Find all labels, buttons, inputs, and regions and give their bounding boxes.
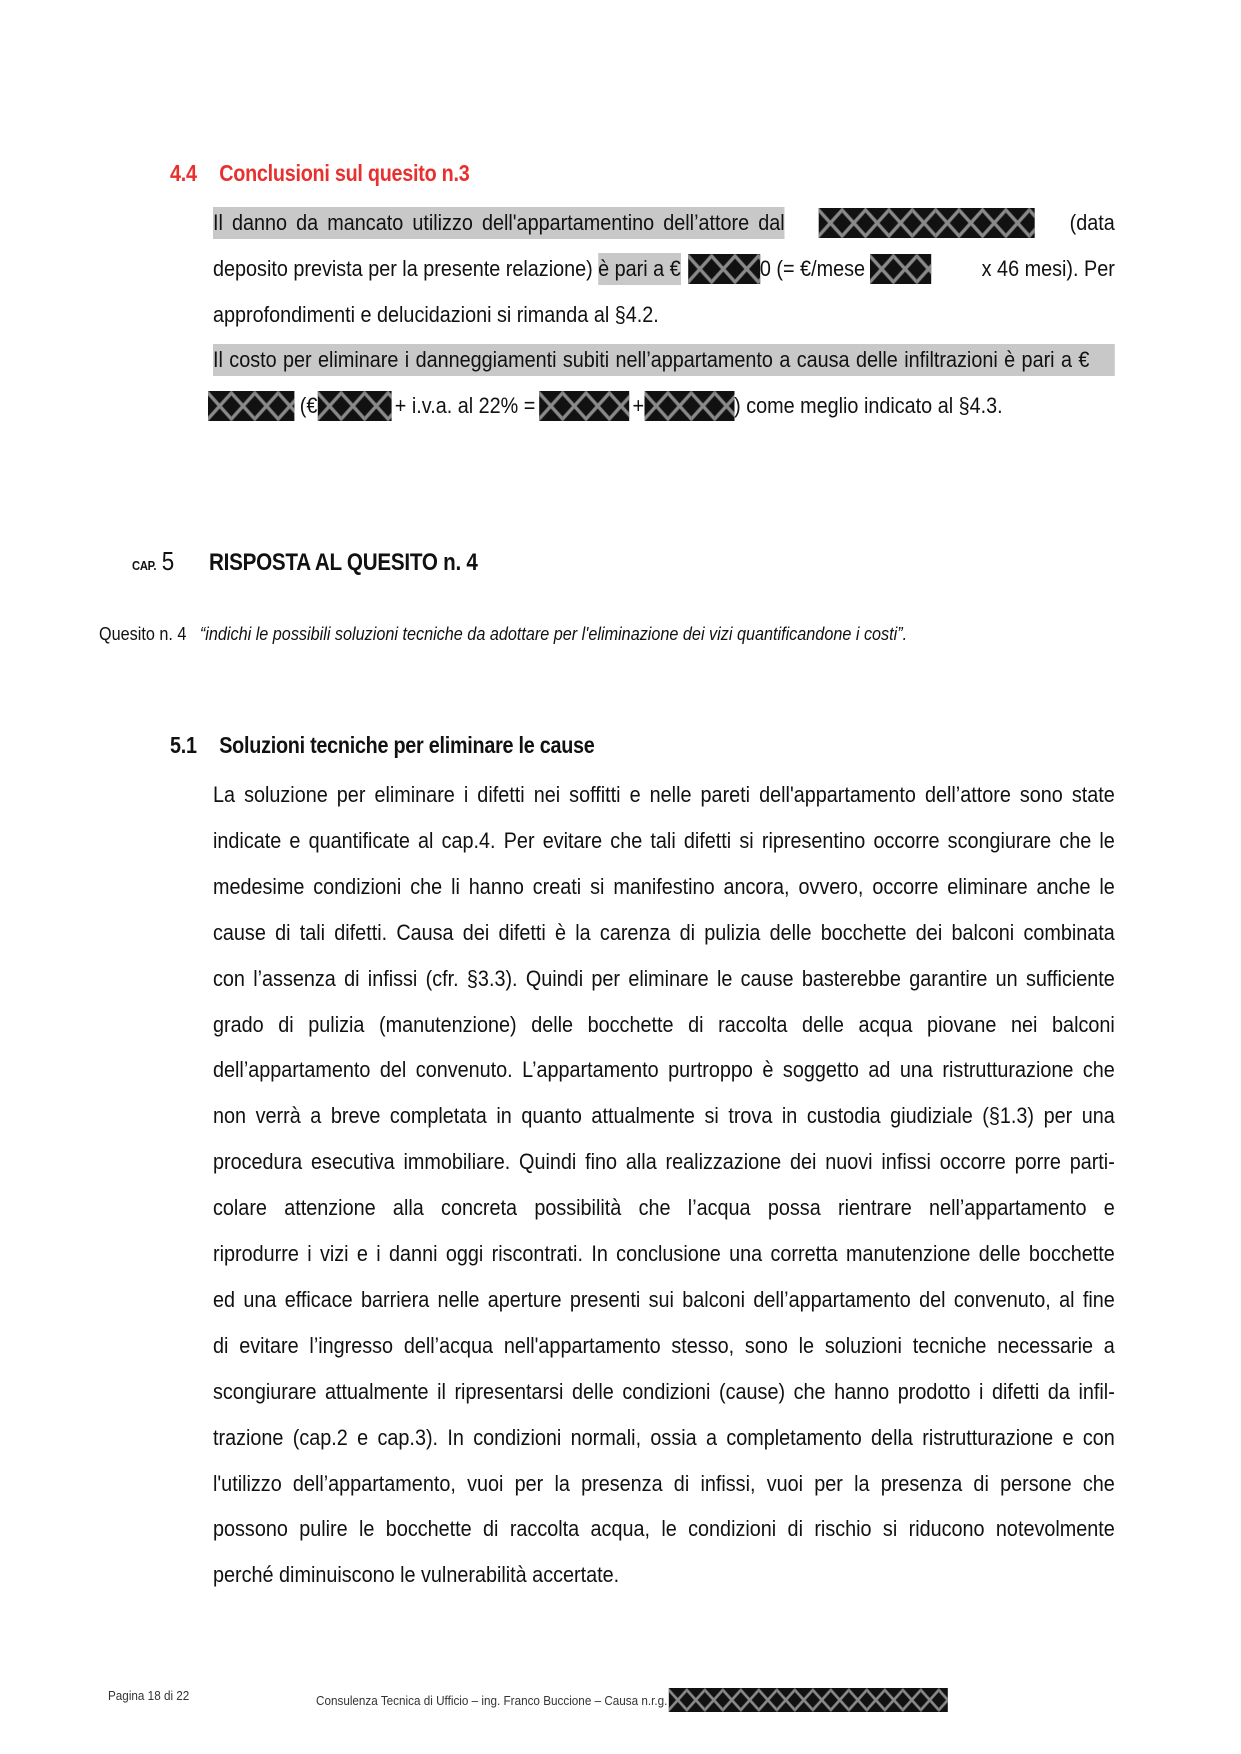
body-line [213, 1513, 1115, 1545]
chapter-5-heading [132, 546, 478, 577]
section-title: Soluzioni tecniche per eliminare le cause [219, 732, 595, 758]
body-line-text: scongiurare attualmente il ripresentarsi delle condizioni (cause) che hanno prodotto i difetti da infil- [213, 1378, 1115, 1404]
body-line-text: possono pulire le bocchette di raccolta acqua, le condizioni di rischio si riducono notevolmente [213, 1516, 1115, 1542]
body-line [213, 1009, 1115, 1041]
section-number: 5.1 [170, 732, 197, 758]
body-line [213, 1559, 1115, 1591]
body-line-text: trazione (cap.2 e cap.3). In condizioni normali, ossia a completamento della ristrutturazione e con [213, 1424, 1115, 1450]
quesito-text: “indichi le possibili soluzioni tecniche da adottare per l'eliminazione dei vizi quantificandone i costi”. [199, 624, 908, 644]
body-line-text: grado di pulizia (manutenzione) delle bocchette di raccolta delle acqua piovane nei balconi [213, 1011, 1115, 1037]
body-line-text: non verrà a breve completata in quanto attualmente si trova in custodia giudiziale (§1.3) per una [213, 1103, 1115, 1129]
quesito-line [99, 624, 907, 645]
body-line [213, 1054, 1115, 1086]
body-line [213, 963, 1115, 995]
body-line [213, 1146, 1115, 1178]
footer-page-number: Pagina 18 di 22 [108, 1688, 190, 1703]
section-5-1-heading [170, 732, 595, 759]
paragraph-4-4-line-4: Il costo per eliminare i danneggiamenti subiti nell’appartamento a causa delle infiltrazioni è pari a € [213, 344, 1115, 376]
body-line [213, 825, 1115, 857]
section-number: 4.4 [170, 160, 197, 186]
body-line-text: colare attenzione alla concreta possibilità che l’acqua possa rientrare nell’appartamento e [213, 1195, 1115, 1221]
body-line [213, 1192, 1115, 1224]
paragraph-4-4-line-1: Il danno da mancato utilizzo dell'appartamentino dell’attore dal (data [213, 207, 1115, 239]
redacted-net [317, 391, 391, 421]
body-line-text: l'utilizzo dell’appartamento, vuoi per la presenza di infissi, vuoi per la presenza di persone che [213, 1470, 1115, 1496]
section-title: Conclusioni sul quesito n.3 [219, 160, 470, 186]
body-line [213, 1468, 1115, 1500]
chapter-title: RISPOSTA AL QUESITO n. 4 [208, 549, 478, 576]
body-line-text: dell’appartamento del convenuto. L’appartamento purtroppo è soggetto ad una ristrutturazione che [213, 1057, 1115, 1083]
body-line [213, 1284, 1115, 1316]
redacted-amount [688, 254, 760, 284]
body-line-text: procedura esecutiva immobiliare. Quindi fino alla realizzazione dei nuovi infissi occorre porre parti- [213, 1149, 1115, 1175]
redacted-part-a [539, 391, 629, 421]
body-line-text: perché diminuiscono le vulnerabilità accertate. [213, 1562, 620, 1588]
section-4-4-heading [170, 160, 469, 187]
redacted-total [208, 391, 294, 421]
body-line [213, 1100, 1115, 1132]
body-line [213, 1422, 1115, 1454]
redacted-date [819, 208, 1035, 238]
body-line [213, 779, 1115, 811]
footer-info: Consulenza Tecnica di Ufficio – ing. Franco Buccione – Causa n.r.g. [316, 1688, 948, 1712]
body-line [213, 1238, 1115, 1270]
body-line [213, 1376, 1115, 1408]
redacted-part-b [644, 391, 734, 421]
chapter-prefix: CAP. [132, 558, 157, 573]
paragraph-4-4-line-2: deposito prevista per la presente relazione) è pari a € 0 (= €/mese x 46 mesi). Per [213, 253, 1115, 285]
quesito-label: Quesito n. 4 [99, 624, 187, 644]
body-line-text: riprodurre i vizi e i danni oggi riscontrati. In conclusione una corretta manutenzione delle bocchette [213, 1241, 1115, 1266]
body-line [213, 917, 1115, 949]
redacted-case-number [669, 1688, 948, 1712]
body-line [213, 1330, 1115, 1362]
body-line-text: ed una efficace barriera nelle aperture presenti sui balconi dell’appartamento del convenuto, al fine [213, 1286, 1115, 1312]
redacted-monthly [870, 254, 931, 284]
body-line [213, 871, 1115, 903]
body-line-text: La soluzione per eliminare i difetti nei soffitti e nelle pareti dell'appartamento dell’attore sono state [213, 782, 1115, 807]
body-line-text: con l’assenza di infissi (cfr. §3.3). Quindi per eliminare le cause basterebbe garantire un sufficiente [213, 965, 1115, 991]
chapter-number: 5 [161, 546, 174, 576]
body-line-text: cause di tali difetti. Causa dei difetti è la carenza di pulizia delle bocchette dei balconi combinata [213, 919, 1115, 945]
paragraph-4-4-line-5: (€ + i.v.a. al 22% = + ) come meglio indicato al §4.3. [213, 390, 1115, 422]
body-line-text: medesime condizioni che li hanno creati si manifestino ancora, ovvero, occorre eliminare anche le [213, 873, 1115, 899]
body-line-text: di evitare l’ingresso dell’acqua nell'appartamento stesso, sono le soluzioni tecniche necessarie a [213, 1332, 1115, 1358]
paragraph-4-4-line-3: approfondimenti e delucidazioni si rimanda al §4.2. [213, 302, 659, 327]
body-line-text: indicate e quantificate al cap.4. Per evitare che tali difetti si ripresentino occorre scongiurare che le [213, 827, 1115, 853]
